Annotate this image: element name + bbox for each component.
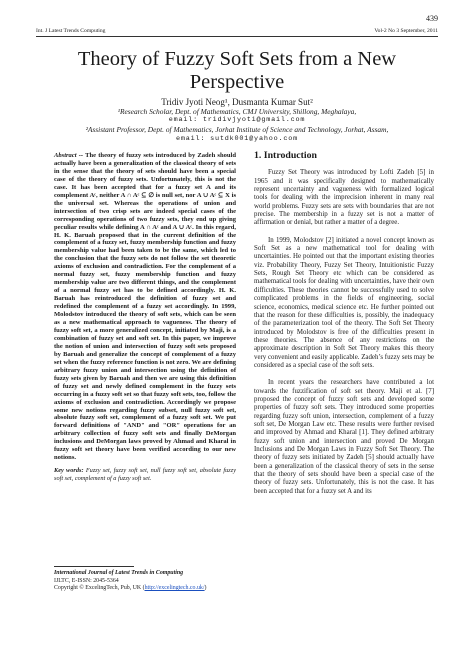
left-column <box>54 152 236 482</box>
footer-divider <box>54 566 134 567</box>
affiliation-2: ²Assistant Professor, Dept. of Mathematics, Jorhat Institute of Science and Technology, Jorhat, Assam, <box>85 125 389 135</box>
paper-title: Theory of Fuzzy Soft Sets from a New Perspective <box>77 48 397 93</box>
running-header <box>36 28 438 37</box>
volume-issue: Vol-2 No 3 September, 2011 <box>374 28 438 34</box>
abstract <box>54 152 236 462</box>
abstract-label: Abstract -- <box>54 152 84 159</box>
intro-paragraph-1: Fuzzy Set Theory was introduced by Lofti Zadeh [5] in 1965 and it was specifically designed to mathematically represent uncertainty and vagueness with formalized logical tools for dealing with the imprecision inherent in many real world problems. Fuzzy sets are sets with boundaries that are not precise. The membership in a fuzzy set is not a matter of affirmation or denial, but rather a matter of a degree. <box>254 169 434 227</box>
right-column <box>254 152 434 505</box>
keywords-text: Fuzzy set, fuzzy soft set, null fuzzy soft set, absolute fuzzy soft set, complement of a fuzzy soft set. <box>54 467 236 482</box>
intro-paragraph-2: In 1999, Molodstov [2] initiated a novel concept known as Soft Set as a new mathematical tool for dealing with uncertainties. He pointed out that the important existing theories viz. Probability Theory, Fuzzy Set Theory, Intuitionistic Fuzzy Sets, Rough Set Theory etc which can be considered as mathematical tools for dealing with uncertainties, have their own difficulties. These theories cannot be successfully used to solve complicated problems in the fields of engineering, social science, economics, medical science etc. He further pointed out that the reason for these difficulties is, possibly, the inadequacy of the parameterization tool of the theory. The Soft Set Theory introduced by Molodstov is free of the difficulties present in these theories. The absence of any restrictions on the approximate description in Soft Set Theory makes this theory very convenient and easily applicable. Zadeh’s fuzzy sets may be considered as a special case of the soft sets. <box>254 236 434 369</box>
abstract-text: The theory of fuzzy sets introduced by Zadeh should actually have been a generalization of the classical theory of sets in the sense that the theory of sets should have been a special case of the theory of fuzzy sets. Unfortunately, this is not the case. It has been accepted that for a fuzzy set A and its complement Aᶜ, neither A ∩ Aᶜ ⊆ ∅ is null set, nor A ∪ Aᶜ ⊆ X is the universal set. Whereas the operations of union and intersection of two crisp sets are indeed special cases of the corresponding operations of two fuzzy sets, they end up giving peculiar results while defining A ∩ Aᶜ and A ∪ Aᶜ. In this regard, H. K. Baruah proposed that in the current definition of the complement of a fuzzy set, fuzzy membership function and fuzzy membership value had been taken to be the same, which led to the conclusion that the fuzzy sets do not follow the set theoretic axioms of exclusion and contradiction. For the complement of a normal fuzzy set, fuzzy membership function and fuzzy membership value are two different things, and the complement of a normal fuzzy set has to be defined accordingly. H. K. Baruah has reintroduced the definition of fuzzy set and redefined the complement of a fuzzy set accordingly. In 1999, Molodstov introduced the theory of soft sets, which can be seen as a new mathematical approach to vagueness. The theory of fuzzy soft set, a more generalized concept, initiated by Maji, is a combination of fuzzy set and soft set. In this paper, we improve the notion of union and intersection of fuzzy soft sets proposed by Baruah and generalize the concept of complement of a fuzzy set when the fuzzy reference function is not zero. We are defining arbitrary fuzzy union and intersection using the definition of fuzzy sets given by Baruah and then we are using this definition of fuzzy set and newly defined complement in the fuzzy sets occurring in a fuzzy soft set so that fuzzy soft sets, too, follow the axioms of exclusion and contradiction. Accordingly we propose some new notions regarding fuzzy subset, null fuzzy soft set, absolute fuzzy soft set, complement of a fuzzy soft set. We put forward definitions of "AND" and "OR" operations for an arbitrary collection of fuzzy soft sets and finally DeMorgan inclusions and DeMorgan laws proved by Ahmad and Kharal in fuzzy soft set theory have been verified according to our new notions. <box>54 152 236 462</box>
section-heading: 1. Introduction <box>254 150 317 161</box>
footer-issn: IJLTC, E-ISSN: 2045-5364 <box>54 577 119 584</box>
page-number: 439 <box>426 14 438 23</box>
journal-short-name: Int. J Latest Trends Computing <box>36 28 106 34</box>
intro-paragraph-3: In recent years the researchers have contributed a lot towards the fuzzification of soft set theory. Maji et al. [7] proposed the concept of fuzzy soft sets and developed some properties of fuzzy soft sets. They introduced some properties regarding fuzzy soft union, intersection, complement of a fuzzy soft set, De Morgan Law etc. These results were further revised and improved by Ahmad and Kharal [1]. They defined arbitrary fuzzy soft union and intersection and proved De Morgan Inclusions and De Morgan Laws in Fuzzy Soft Set Theory. The theory of fuzzy sets initiated by Zadeh [5] should actually have been a generalization of the classical theory of sets in the sense that the theory of sets should have been a special case of the theory of fuzzy sets. Unfortunately, this is not the case. It has been accepted that for a fuzzy set A and its <box>254 379 434 495</box>
authors: Tridiv Jyoti Neog¹, Dusmanta Kumar Sut² <box>161 97 313 107</box>
email-2: email: sutdk001@yahoo.com <box>176 134 298 143</box>
affiliation-1: ¹Research Scholar, Dept. of Mathematics, CMJ University, Shillong, Meghalaya, <box>117 107 357 116</box>
publisher-link[interactable]: http://excelingtech.co.uk/ <box>144 585 205 592</box>
keywords <box>54 467 236 482</box>
email-1: email: tridivjyoti@gmail.com <box>168 116 306 125</box>
footer-journal: International Journal of Latest Trends in Computing <box>54 570 184 576</box>
title-block <box>36 48 438 144</box>
keywords-label: Key words: <box>54 467 84 475</box>
footer-copyright: Copyright © ExcelingTech, Pub, UK (http://excelingtech.co.uk/) <box>54 585 207 592</box>
footer-note <box>54 566 236 593</box>
